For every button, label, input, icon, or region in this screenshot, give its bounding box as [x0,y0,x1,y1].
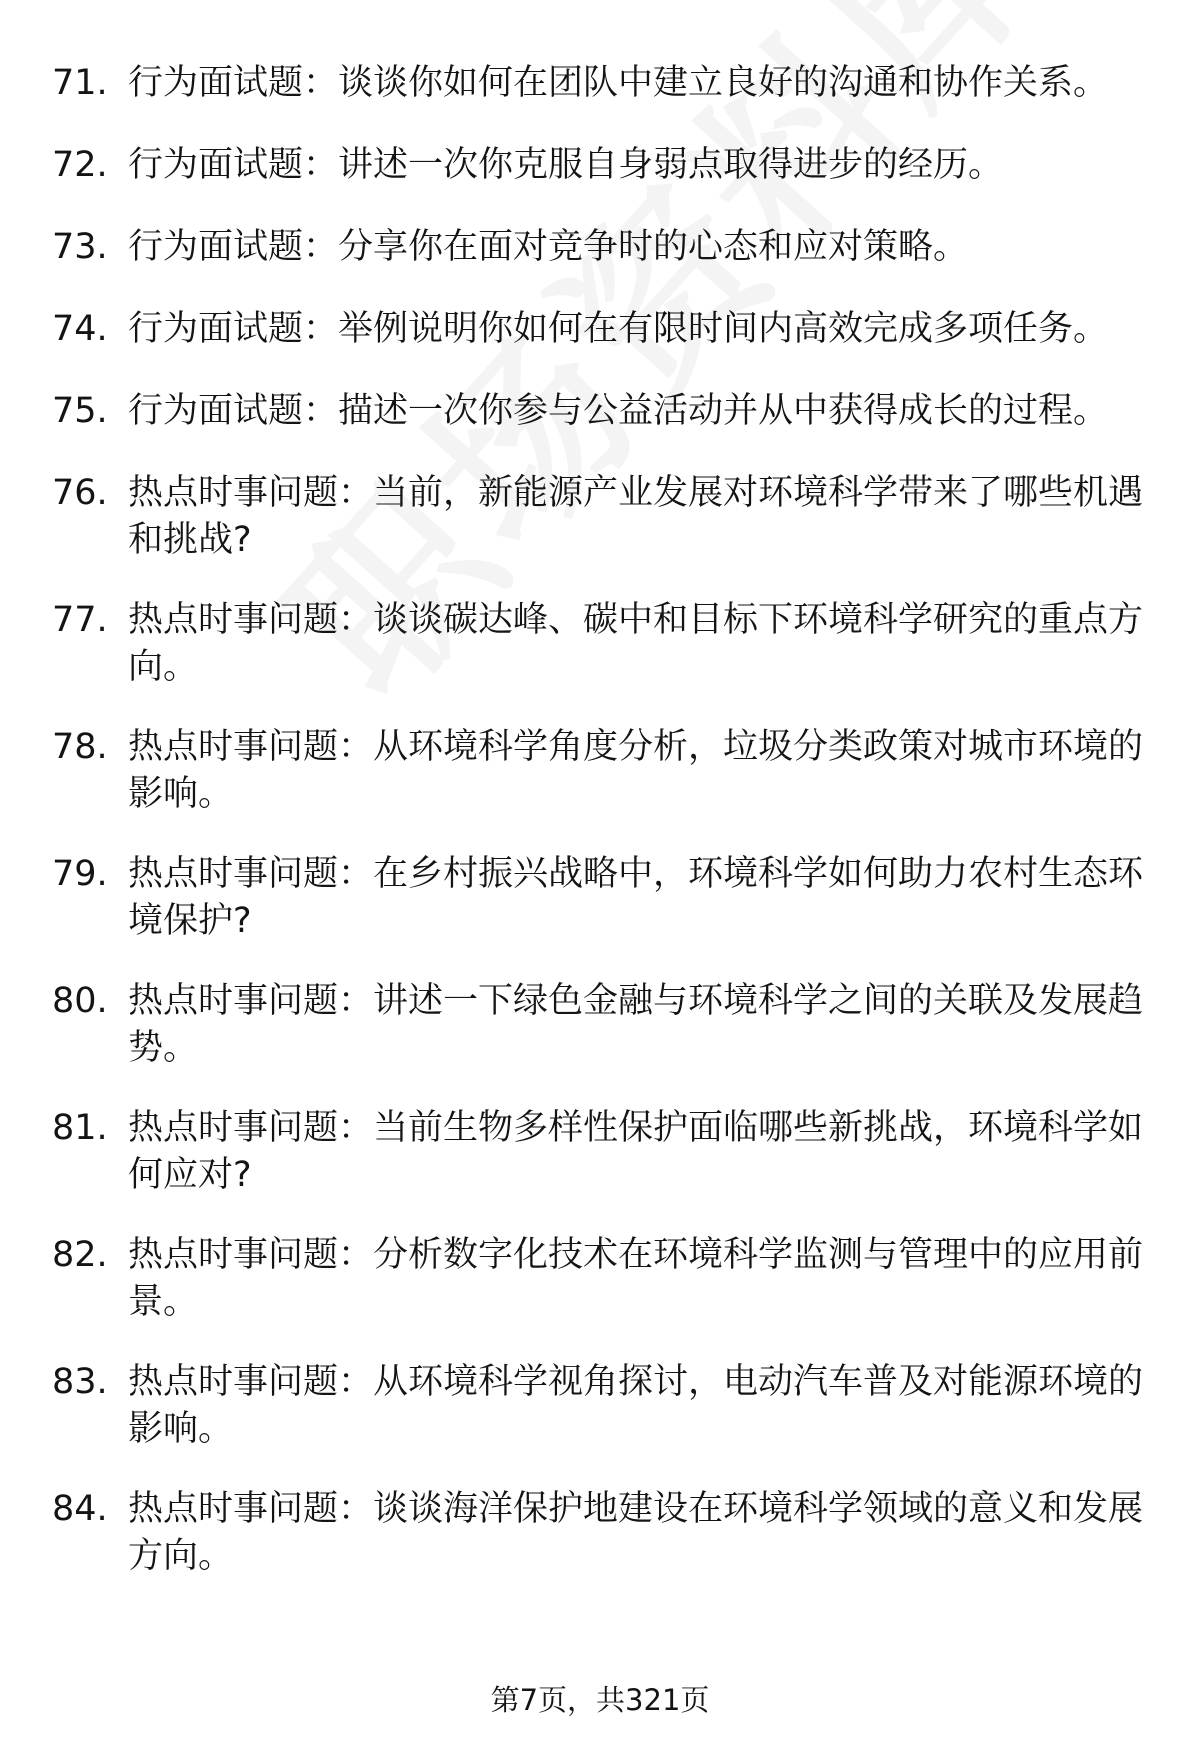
question-item [52,851,1152,945]
question-item [52,388,1152,435]
question-item [52,224,1152,271]
question-number: 74. [52,309,108,349]
question-number: 80. [52,981,108,1021]
question-text: 热点时事问题：当前生物多样性保护面临哪些新挑战，环境科学如何应对? [128,1108,1144,1195]
question-text: 行为面试题：分享你在面对竞争时的心态和应对策略。 [128,227,969,267]
question-text: 行为面试题：举例说明你如何在有限时间内高效完成多项任务。 [128,309,1109,349]
question-item [52,978,1152,1072]
question-number: 79. [52,854,108,894]
question-text: 热点时事问题：谈谈碳达峰、碳中和目标下环境科学研究的重点方向。 [128,600,1144,687]
question-item [52,1105,1152,1199]
question-item [52,142,1152,189]
question-text: 热点时事问题：从环境科学角度分析，垃圾分类政策对城市环境的影响。 [128,727,1144,814]
question-text: 行为面试题：谈谈你如何在团队中建立良好的沟通和协作关系。 [128,63,1109,103]
question-text: 热点时事问题：讲述一下绿色金融与环境科学之间的关联及发展趋势。 [128,981,1144,1068]
question-number: 71. [52,63,108,103]
question-text: 行为面试题：讲述一次你克服自身弱点取得进步的经历。 [128,145,1004,185]
question-number: 81. [52,1108,108,1148]
question-item [52,1486,1152,1580]
question-number: 76. [52,473,108,513]
question-item [52,60,1152,107]
question-text: 热点时事问题：在乡村振兴战略中，环境科学如何助力农村生态环境保护? [128,854,1144,941]
question-number: 78. [52,727,108,767]
question-number: 84. [52,1489,108,1529]
question-text: 热点时事问题：从环境科学视角探讨，电动汽车普及对能源环境的影响。 [128,1362,1144,1449]
question-text: 热点时事问题：分析数字化技术在环境科学监测与管理中的应用前景。 [128,1235,1144,1322]
question-item [52,597,1152,691]
question-item [52,1359,1152,1453]
question-text: 热点时事问题：谈谈海洋保护地建设在环境科学领域的意义和发展方向。 [128,1489,1144,1576]
question-list [52,60,1152,1613]
question-item [52,470,1152,564]
question-item [52,306,1152,353]
question-item [52,1232,1152,1326]
question-number: 77. [52,600,108,640]
question-number: 83. [52,1362,108,1402]
question-number: 75. [52,391,108,431]
page-footer: 第7页，共321页 [490,1683,710,1717]
question-number: 73. [52,227,108,267]
question-item [52,724,1152,818]
question-number: 82. [52,1235,108,1275]
question-text: 热点时事问题：当前，新能源产业发展对环境科学带来了哪些机遇和挑战? [128,473,1144,560]
question-number: 72. [52,145,108,185]
question-text: 行为面试题：描述一次你参与公益活动并从中获得成长的过程。 [128,391,1109,431]
